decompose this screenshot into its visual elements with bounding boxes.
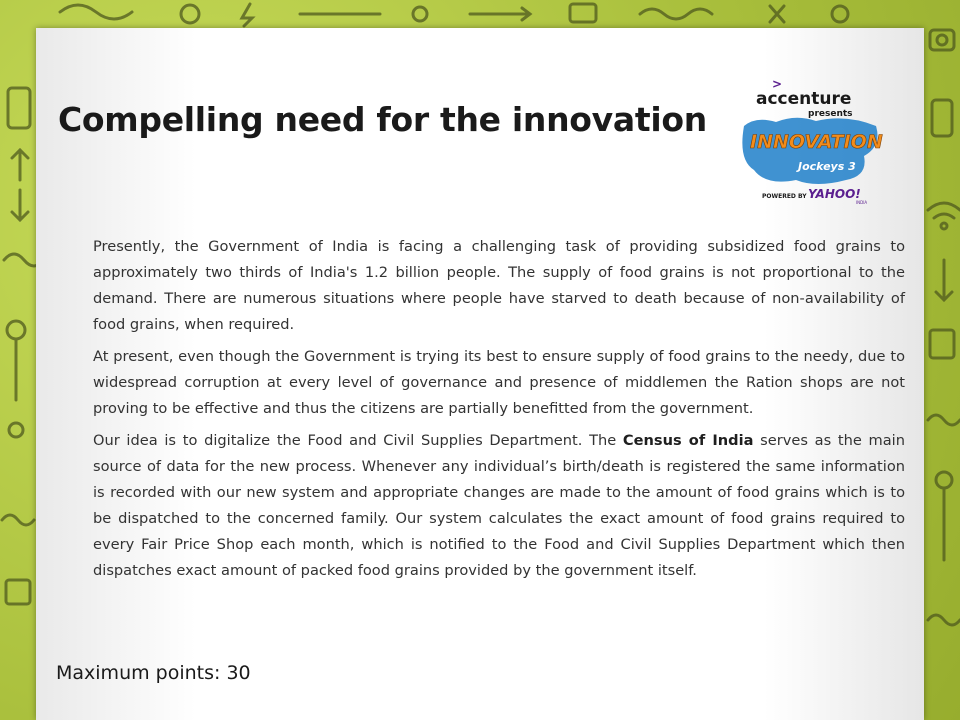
logo-sponsor: YAHOO!	[808, 187, 861, 201]
paragraph-3	[93, 428, 905, 584]
slide-body	[93, 234, 905, 590]
logo-powered-by: POWERED BY	[762, 193, 807, 200]
node-doodle	[7, 321, 25, 339]
paragraph-2: At present, even though the Government is trying its best to ensure supply of food grains to the needy, due to widespread corruption at every level of governance and presence of middlemen the Ration shops are not proving to be effective and thus the citizens are partially benefitted from the government.	[93, 348, 905, 417]
right-arrow-doodle	[936, 260, 952, 300]
top-right-circle-doodle	[832, 6, 848, 22]
slide-title: Compelling need for the innovation	[58, 100, 707, 139]
arrow-up-doodle-icon	[12, 150, 28, 180]
paragraph-3-lead: Our idea is to digitalize the Food and Civil Supplies Department. The	[93, 432, 623, 449]
right-squiggle-doodle	[928, 415, 960, 425]
logo-chevron: >	[772, 77, 783, 91]
logo-sponsor-region: INDIA	[856, 200, 868, 205]
camera-lens-doodle	[937, 35, 947, 45]
top-box-doodle	[570, 4, 596, 22]
phone-doodle-icon	[8, 88, 30, 128]
arrow-down-doodle-icon	[12, 190, 28, 220]
logo-presents: presents	[808, 109, 853, 119]
top-arrow-doodle	[470, 8, 530, 20]
paragraph-3-rest: serves as the main source of data for the new process. Whenever any individual’s birth/death is registered the same information is recorded with our new system and appropriate changes are made to the amount of food grains which is to be dispatched to the concerned family. Our system calculates the exact amount of food grains required to every Fair Price Shop each month, which is notified to the Food and Civil Supplies Department which then dispatches exact amount of packed food grains provided by the government itself.	[93, 432, 905, 579]
box-doodle	[6, 580, 30, 604]
top-x-doodle	[770, 6, 784, 22]
maximum-points-label: Maximum points: 30	[56, 662, 251, 684]
scribble-top-doodle	[60, 5, 132, 19]
node-doodle-2	[9, 423, 23, 437]
right-wave-doodle	[928, 615, 960, 625]
camera-doodle-icon	[930, 30, 954, 50]
right-phone-doodle-icon	[932, 100, 952, 136]
paragraph-1: Presently, the Government of India is facing a challenging task of providing subsidized food grains to approximately two thirds of India's 1.2 billion people. The supply of food grains is not proportional to the demand. There are numerous situations where people have starved to death because of non-availability of food grains, when required.	[93, 238, 905, 333]
logo-brand: accenture	[756, 89, 852, 109]
wifi-doodle-icon	[928, 203, 960, 218]
accenture-innovation-jockeys-logo	[736, 76, 886, 206]
slide	[36, 28, 924, 720]
wifi-dot-doodle	[941, 223, 947, 229]
right-node-doodle	[936, 472, 952, 488]
top-circle-doodle	[413, 7, 427, 21]
top-wave-doodle	[640, 9, 712, 19]
logo-event: INNOVATION	[750, 131, 883, 153]
logo-subtitle: Jockeys 3	[798, 160, 856, 173]
wave-doodle	[2, 515, 34, 525]
gear-doodle-icon	[181, 5, 199, 23]
bolt-doodle-icon	[242, 4, 252, 26]
right-box-doodle	[930, 330, 954, 358]
census-of-india-emphasis: Census of India	[622, 432, 754, 449]
